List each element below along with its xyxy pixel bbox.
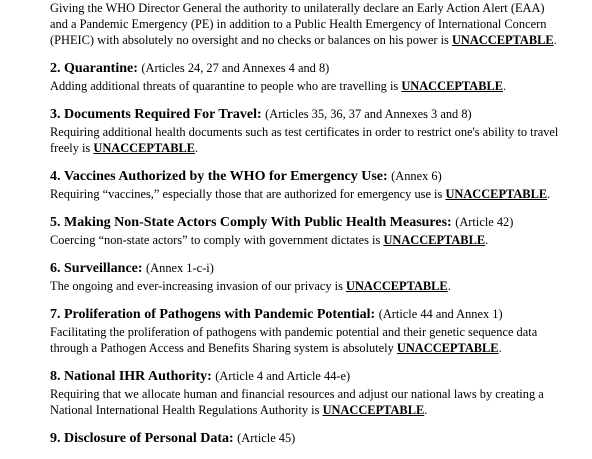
body-text: Adding additional threats of quarantine to people who are travelling is — [50, 79, 399, 93]
trailing-punctuation: . — [485, 233, 489, 247]
section-title: Vaccines Authorized by the WHO for Emergency Use: — [64, 169, 388, 184]
article-reference: (Article 45) — [237, 431, 296, 445]
body-text: and a Pandemic Emergency (PE) in addition to a Public Health Emergency of International Concern — [50, 17, 547, 31]
section-heading — [50, 105, 580, 124]
section-number: 3. — [50, 107, 61, 122]
unacceptable-emphasis: UNACCEPTABLE — [346, 279, 448, 293]
body-line — [50, 278, 580, 294]
numbered-section — [50, 367, 580, 418]
numbered-section — [50, 167, 580, 202]
body-line — [50, 140, 580, 156]
trailing-punctuation: . — [447, 279, 451, 293]
body-line — [50, 0, 580, 16]
unacceptable-emphasis: UNACCEPTABLE — [322, 403, 425, 417]
section-heading — [50, 259, 580, 278]
body-line — [50, 186, 580, 202]
body-line — [50, 340, 580, 356]
section-heading — [50, 429, 580, 448]
numbered-section — [50, 259, 580, 294]
article-reference: (Annex 6) — [391, 169, 442, 183]
unacceptable-emphasis: UNACCEPTABLE — [396, 341, 499, 355]
section-title: Quarantine: — [64, 61, 138, 76]
trailing-punctuation: . — [553, 33, 557, 47]
body-text: (PHEIC) with absolutely no oversight and no checks or balances on his power is — [50, 33, 449, 47]
section-number: 5. — [50, 215, 61, 230]
numbered-section — [50, 59, 580, 94]
article-reference: (Article 4 and Article 44-e) — [215, 369, 351, 383]
numbered-section — [50, 213, 580, 248]
section-title: Disclosure of Personal Data: — [64, 431, 234, 446]
article-reference: (Articles 35, 36, 37 and Annexes 3 and 8) — [265, 107, 472, 121]
body-line — [50, 124, 580, 140]
body-line — [50, 78, 580, 94]
section-number: 9. — [50, 431, 61, 446]
body-text: Facilitating the proliferation of pathogens with pandemic potential and their genetic sequence data — [50, 325, 538, 339]
body-text: Coercing “non-state actors” to comply with government dictates is — [50, 233, 381, 247]
body-text: The ongoing and ever-increasing invasion of our privacy is — [50, 279, 343, 293]
body-text: through a Pathogen Access and Benefits Sharing system is absolutely — [50, 341, 394, 355]
section-number: 7. — [50, 307, 61, 322]
section-heading — [50, 59, 580, 78]
trailing-punctuation: . — [547, 187, 551, 201]
body-line — [50, 324, 580, 340]
section-number: 4. — [50, 169, 61, 184]
body-text: Requiring additional health documents such as test certificates in order to restrict one's ability to travel — [50, 125, 559, 139]
body-text: Giving the WHO Director General the authority to unilaterally declare an Early Action Alert (EAA) — [50, 1, 545, 15]
article-reference: (Annex 1-c-i) — [146, 261, 214, 275]
numbered-section — [50, 305, 580, 356]
body-line — [50, 232, 580, 248]
section-title: Documents Required For Travel: — [64, 107, 262, 122]
section-title: Proliferation of Pathogens with Pandemic Potential: — [64, 307, 376, 322]
article-reference: (Articles 24, 27 and Annexes 4 and 8) — [141, 61, 330, 75]
body-line — [50, 402, 580, 418]
section-heading — [50, 167, 580, 186]
unacceptable-emphasis: UNACCEPTABLE — [445, 187, 548, 201]
section-title: National IHR Authority: — [64, 369, 212, 384]
body-text: Requiring “vaccines,” especially those that are authorized for emergency use is — [50, 187, 443, 201]
unacceptable-emphasis: UNACCEPTABLE — [383, 233, 486, 247]
section-title: Making Non-State Actors Comply With Public Health Measures: — [64, 215, 452, 230]
section-heading — [50, 367, 580, 386]
numbered-section — [50, 429, 580, 448]
body-line — [50, 32, 580, 48]
section-title: Surveillance: — [64, 261, 143, 276]
numbered-section — [50, 0, 580, 48]
trailing-punctuation: . — [195, 141, 199, 155]
article-reference: (Article 44 and Annex 1) — [378, 307, 503, 321]
section-heading — [50, 213, 580, 232]
numbered-section — [50, 105, 580, 156]
section-number: 6. — [50, 261, 61, 276]
section-heading — [50, 305, 580, 324]
trailing-punctuation: . — [498, 341, 502, 355]
unacceptable-emphasis: UNACCEPTABLE — [401, 79, 503, 93]
body-text: freely is — [50, 141, 91, 155]
trailing-punctuation: . — [503, 79, 507, 93]
unacceptable-emphasis: UNACCEPTABLE — [451, 33, 554, 47]
section-number: 2. — [50, 61, 61, 76]
body-line — [50, 16, 580, 32]
body-text: Requiring that we allocate human and financial resources and adjust our national laws by creating a — [50, 387, 544, 401]
unacceptable-emphasis: UNACCEPTABLE — [93, 141, 196, 155]
document-page — [50, 0, 580, 459]
article-reference: (Article 42) — [455, 215, 514, 229]
body-text: National International Health Regulations Authority is — [50, 403, 320, 417]
section-number: 8. — [50, 369, 61, 384]
trailing-punctuation: . — [424, 403, 428, 417]
